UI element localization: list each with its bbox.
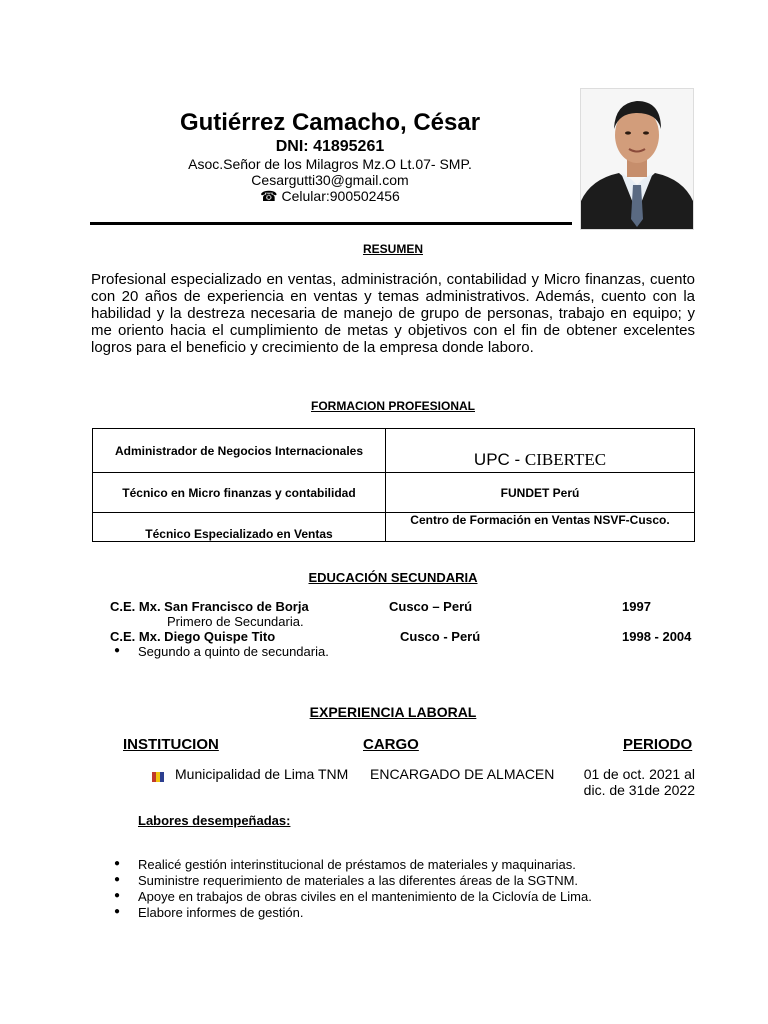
bullet-icon: ●	[114, 906, 121, 917]
table-row	[93, 513, 695, 542]
labor-text: Realicé gestión interinstitucional de préstamos de materiales y maquinarias.	[138, 857, 576, 872]
address: Asoc.Señor de los Milagros Mz.O Lt.07- SMP.	[188, 156, 472, 172]
bullet-icon: ●	[114, 645, 121, 656]
column-header-cargo: CARGO	[363, 736, 419, 753]
school-place: Cusco - Perú	[400, 629, 481, 644]
degree-title: Técnico en Micro finanzas y contabilidad	[93, 473, 386, 513]
table-row	[93, 473, 695, 513]
job-institution: Municipalidad de Lima TNM	[175, 766, 349, 782]
school-note: Segundo a quinto de secundaria.	[138, 644, 329, 659]
flag-bullet-icon	[152, 769, 164, 787]
experiencia-title: EXPERIENCIA LABORAL	[309, 704, 477, 720]
degree-title: Técnico Especializado en Ventas	[93, 513, 386, 542]
job-period-end: dic. de 31de 2022	[583, 782, 695, 798]
resumen-text: Profesional especializado en ventas, administración, contabilidad y Micro finanzas, cuento con 20 años de experiencia en ventas y temas administrativos. Además, cuento con la habilidad y la destreza necesaria de manejo de grupo de personas, trabajo en equipo; y me oriento hacia el cumplimiento de metas y objetivos con el fin de obtener excelentes logros para el beneficio y crecimiento de la empresa donde laboro.	[91, 271, 695, 356]
labores-title: Labores desempeñadas:	[138, 813, 291, 828]
bullet-icon: ●	[114, 890, 121, 901]
job-period-start: 01 de oct. 2021 al	[583, 766, 695, 782]
profile-photo	[580, 88, 694, 230]
header-divider	[90, 222, 572, 225]
column-header-institucion: INSTITUCION	[123, 736, 219, 753]
bullet-icon: ●	[114, 874, 121, 885]
list-item	[114, 889, 592, 904]
school-year: 1997	[622, 599, 651, 614]
phone-number: Celular:900502456	[281, 188, 400, 204]
job-period	[581, 766, 695, 798]
institution: Centro de Formación en Ventas NSVF-Cusco.	[386, 513, 695, 542]
labor-text: Elabore informes de gestión.	[138, 905, 304, 920]
secundaria-title: EDUCACIÓN SECUNDARIA	[308, 570, 478, 585]
list-item	[114, 873, 579, 888]
telephone-icon: ☎	[260, 188, 278, 204]
school-year: 1998 - 2004	[622, 629, 692, 644]
dni-number: DNI: 41895261	[275, 138, 385, 155]
list-item	[114, 857, 576, 872]
phone-line	[90, 188, 570, 204]
school-note: Primero de Secundaria.	[167, 614, 304, 629]
bullet-icon: ●	[114, 858, 121, 869]
candidate-name: Gutiérrez Camacho, César	[179, 109, 481, 136]
list-item	[114, 644, 329, 659]
formacion-table	[92, 428, 695, 542]
institution-upc: UPC -	[473, 450, 525, 469]
list-item	[114, 905, 304, 920]
school-place: Cusco – Perú	[389, 599, 473, 614]
column-header-periodo: PERIODO	[623, 736, 693, 753]
labor-text: Apoye en trabajos de obras civiles en el mantenimiento de la Ciclovía de Lima.	[138, 889, 592, 904]
formacion-title: FORMACION PROFESIONAL	[311, 399, 475, 413]
institution: FUNDET Perú	[386, 473, 695, 513]
institution-cibertec: CIBERTEC	[524, 450, 607, 469]
resumen-title: RESUMEN	[362, 242, 423, 256]
school-name: C.E. Mx. San Francisco de Borja	[110, 599, 309, 614]
cv-header	[90, 108, 570, 204]
job-role: ENCARGADO DE ALMACEN	[370, 766, 555, 782]
degree-title: Administrador de Negocios Internacionales	[93, 429, 386, 473]
labor-text: Suministre requerimiento de materiales a las diferentes áreas de la SGTNM.	[138, 873, 579, 888]
table-row	[93, 429, 695, 473]
institution	[386, 429, 695, 473]
email-address: Cesargutti30@gmail.com	[251, 172, 409, 188]
school-name: C.E. Mx. Diego Quispe Tito	[110, 629, 276, 644]
